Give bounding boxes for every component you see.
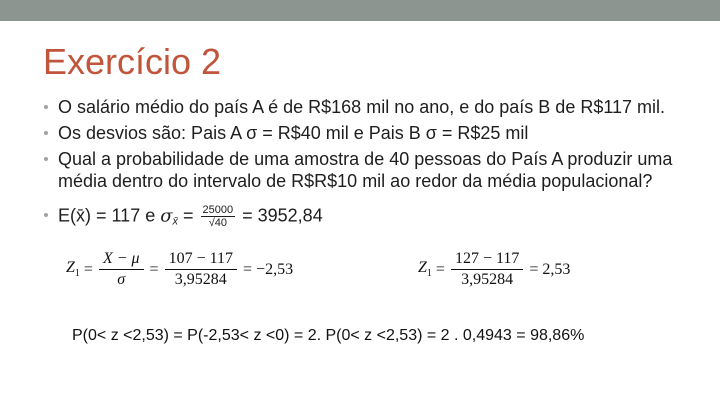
bullet-text: Os desvios são: Pais A σ = R$40 mil e Pais B σ = R$25 mil [58, 123, 529, 143]
equals-sign: = [149, 260, 159, 278]
slide-title: Exercício 2 [43, 41, 222, 82]
bullet-item [43, 96, 693, 118]
formula-fraction [99, 250, 144, 289]
value-fraction [451, 250, 523, 289]
formula-numerator: X − μ [99, 250, 144, 270]
sigma-fraction [201, 204, 236, 229]
value-numerator: 107 − 117 [165, 250, 237, 270]
value-fraction [165, 250, 237, 289]
top-bar [0, 0, 720, 21]
expectation-eq: = [178, 205, 199, 226]
z-result: = −2,53 [243, 260, 294, 278]
sigma-symbol: σ [160, 205, 173, 227]
bullet-item [43, 122, 693, 144]
bullet-text: Qual a probabilidade de uma amostra de 40 pessoas do País A produzir uma média dentro do intervalo de R$R$10 mil ao redor da média populacional? [58, 149, 673, 191]
bullet-text: O salário médio do país A é de R$168 mil no ano, e do país B de R$117 mil. [58, 97, 666, 117]
bullet-dot-icon [44, 213, 48, 217]
z-score-equation-right [418, 250, 574, 289]
probability-conclusion: P(0< z <2,53) = P(-2,53< z <0) = 2. P(0< z <2,53) = 2 . 0,4943 = 98,86% [72, 327, 585, 344]
z-variable: $Z_1$ [418, 259, 432, 280]
value-denominator: 3,95284 [461, 271, 514, 288]
formula-denominator: σ [117, 271, 126, 288]
value-numerator: 127 − 117 [451, 250, 523, 270]
value-denominator: 3,95284 [174, 271, 227, 288]
sigma-fraction-numerator: 25000 [202, 204, 234, 216]
equals-sign: = [83, 260, 93, 278]
sigma-subscript: x̄ [172, 215, 179, 228]
expectation-rhs: = 3952,84 [237, 205, 323, 226]
bullet-dot-icon [44, 157, 48, 161]
z-score-equation-left [66, 250, 297, 289]
bullet-list [43, 96, 693, 232]
bullet-item-expectation [43, 204, 693, 232]
z-variable: $Z_1$ [66, 259, 80, 280]
sigma-fraction-denominator: √40 [208, 217, 227, 229]
bullet-item [43, 148, 693, 192]
expectation-lhs: E(x̄) = 117 e [58, 205, 161, 226]
z-result: = 2,53 [529, 260, 571, 278]
bullet-dot-icon [44, 131, 48, 135]
equals-sign: = [435, 260, 445, 278]
bullet-dot-icon [44, 105, 48, 109]
